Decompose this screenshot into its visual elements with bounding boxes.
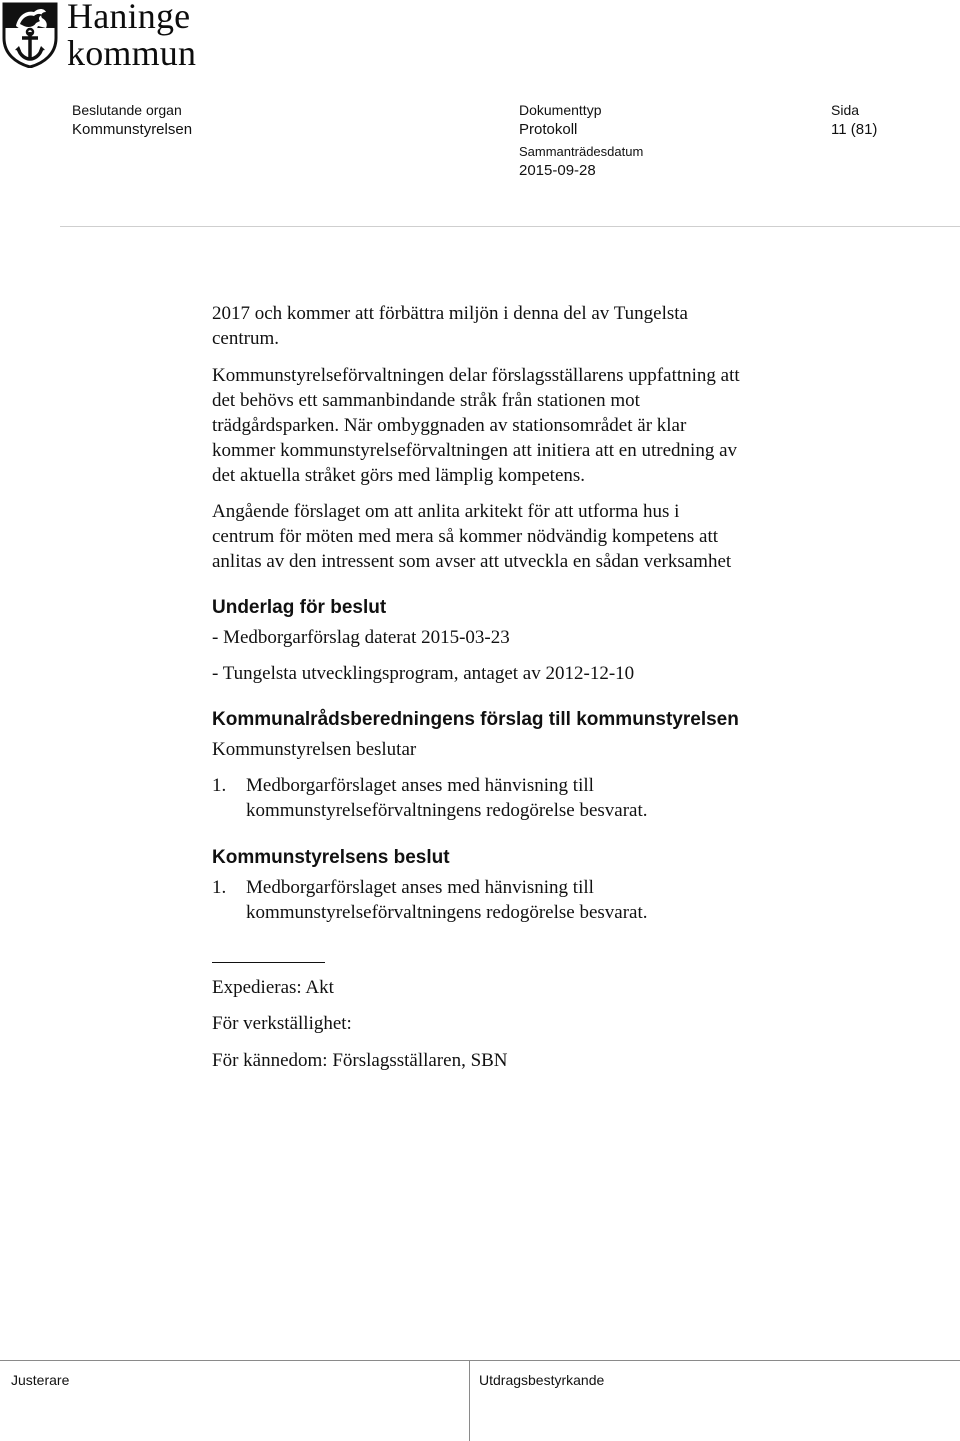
logo-line-2: kommun (67, 33, 197, 73)
meta-page (831, 101, 877, 139)
meta-document-type (519, 101, 643, 180)
coat-of-arms-icon (2, 2, 58, 68)
footer-cell-justerare (0, 1361, 470, 1441)
meta-label: Dokumenttyp (519, 102, 602, 118)
for-kannedom: För kännedom: Förslagsställaren, SBN (212, 1050, 508, 1071)
document-body (212, 301, 892, 1073)
footer-label-justerare: Justerare (11, 1372, 70, 1388)
meta-value: 11 (81) (831, 121, 878, 138)
text-line: trädgårdsparken. När ombyggnaden av stationsområdet är klar (212, 415, 687, 436)
ks-decision-item (212, 875, 892, 925)
underlag-item-2: - Tungelsta utvecklingsprogram, antaget av 2012-12-10 (212, 663, 635, 684)
expedieras: Expedieras: Akt (212, 977, 334, 998)
for-verkstallighet: För verkställighet: (212, 1013, 352, 1034)
item-text (246, 875, 648, 925)
meta-label-meeting-date: Sammanträdesdatum (519, 144, 644, 159)
logo-line-1: Haninge (67, 0, 191, 36)
separator-line (212, 962, 325, 963)
item-number: 1. (212, 775, 227, 796)
text-line: anlitas av den intressent som avser att utveckla en sådan verksamhet (212, 551, 732, 572)
meta-decision-body (72, 101, 192, 139)
signature-footer (0, 1360, 960, 1441)
text-line: Medborgarförslaget anses med hänvisning till (246, 775, 594, 796)
text-line: Kommunstyrelseförvaltningen delar förslagsställarens uppfattning att (212, 365, 740, 386)
text-line: kommer kommunstyrelseförvaltningen att initiera att en utredning av (212, 440, 737, 461)
paragraph-1 (212, 301, 892, 351)
logo-wordmark (67, 0, 196, 72)
meta-label: Beslutande organ (72, 102, 182, 118)
kr-intro: Kommunstyrelsen beslutar (212, 739, 417, 760)
text-line: Angående förslaget om att anlita arkitekt för att utforma hus i (212, 501, 680, 522)
meta-label: Sida (831, 102, 860, 118)
item-number: 1. (212, 877, 227, 898)
meta-value-meeting-date: 2015-09-28 (519, 162, 596, 179)
paragraph-2 (212, 363, 892, 488)
kr-decision-item (212, 773, 892, 823)
text-line: kommunstyrelseförvaltningens redogörelse besvarat. (246, 902, 648, 923)
haninge-kommun-logo (0, 0, 260, 72)
text-line: det aktuella stråket görs med lämplig kompetens. (212, 465, 586, 486)
item-text (246, 773, 648, 823)
heading-kommunstyrelsens-beslut: Kommunstyrelsens beslut (212, 847, 450, 868)
text-line: centrum för möten med mera så kommer nödvändig kompetens att (212, 526, 718, 547)
text-line: 2017 och kommer att förbättra miljön i denna del av Tungelsta (212, 303, 688, 324)
text-line: Medborgarförslaget anses med hänvisning till (246, 877, 594, 898)
text-line: kommunstyrelseförvaltningens redogörelse besvarat. (246, 800, 648, 821)
paragraph-3 (212, 499, 892, 574)
text-line: det behövs ett sammanbindande stråk från stationen mot (212, 390, 640, 411)
heading-kommunalradsberedning: Kommunalrådsberedningens förslag till kommunstyrelsen (212, 709, 739, 730)
footer-label-utdragsbestyrkande: Utdragsbestyrkande (479, 1372, 605, 1388)
meta-value: Kommunstyrelsen (72, 121, 193, 138)
heading-underlag: Underlag för beslut (212, 597, 387, 618)
footer-cell-utdragsbestyrkande (470, 1361, 960, 1441)
text-line: centrum. (212, 328, 280, 349)
underlag-item-1: - Medborgarförslag daterat 2015-03-23 (212, 627, 510, 648)
meta-value: Protokoll (519, 121, 578, 138)
header-divider (60, 226, 960, 227)
